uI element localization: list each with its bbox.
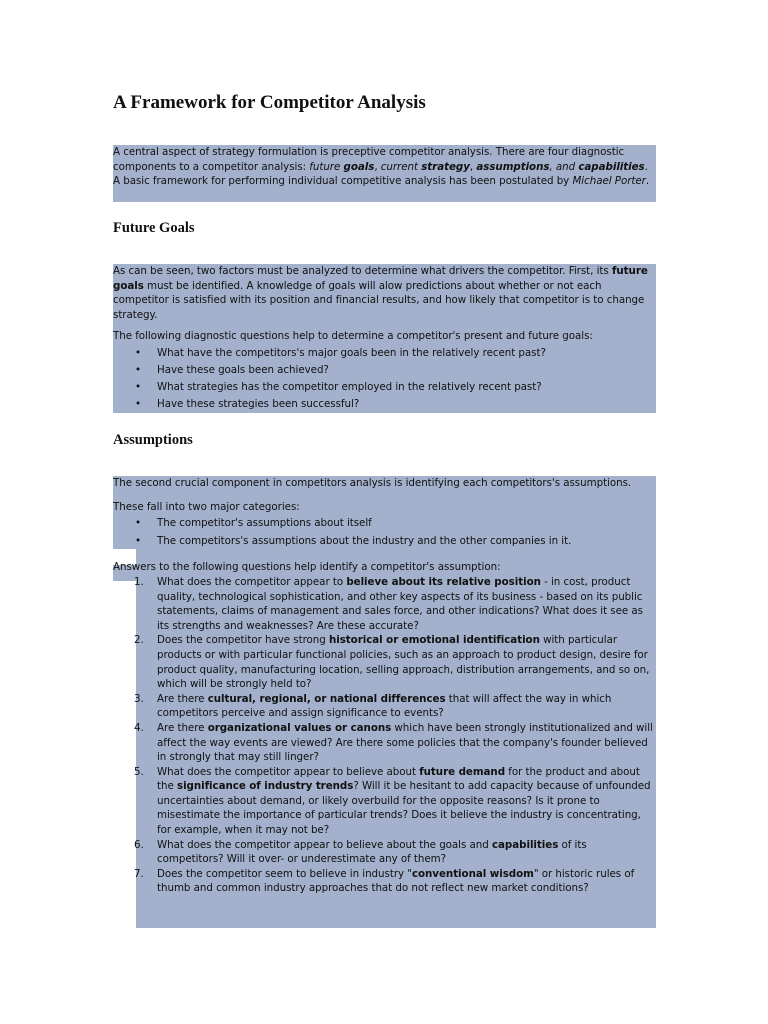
list-item: • Have these goals been achieved? [113,363,656,378]
answers-intro: Answers to the following questions help identify a competitor's assumption: [113,561,501,574]
future-goals-paragraph: As can be seen, two factors must be analyzed to determine what drivers the competitor. First, its future goals must be identified. A knowledge of goals will alow predictions about whether or not each competitor is satisfied with its position and financial results, and how likely that competitor is to change strategy. [113,265,648,321]
assumptions-bullet-list [113,516,656,548]
assumptions-heading: Assumptions [113,432,193,448]
future-goals-bullet-list [113,346,656,412]
list-item: • What have the competitors's major goals been in the relatively recent past? [113,346,656,361]
list-item: • What strategies has the competitor employed in the relatively recent past? [113,380,656,395]
future-goals-heading: Future Goals [113,220,195,236]
future-goals-question-intro: The following diagnostic questions help to determine a competitor's present and future goals: [113,330,593,343]
list-item: 7. Does the competitor seem to believe in industry "conventional wisdom" or historic rules of thumb and common industry approaches that do not reflect new market conditions? [134,867,635,895]
intro-text: A central aspect of strategy formulation is preceptive competitor analysis. There are four diagnostic components to a competitor analysis: future goals, current strategy, assumptions, and capabilities. A basic framework for performing individual competitive analysis has been postulated by Michael Porter. [113,146,650,188]
assumptions-intro: The second crucial component in competitors analysis is identifying each competitors's assumptions. [113,477,632,489]
list-item: 3. Are there cultural, regional, or national differences that will affect the way in which competitors perceive and assign significance to events? [134,692,612,720]
list-item: • The competitor's assumptions about itself [113,516,656,531]
page-title: A Framework for Competitor Analysis [113,92,426,113]
list-item: • The competitors's assumptions about the industry and the other companies in it. [113,534,656,549]
assumptions-section [113,476,656,896]
list-item: • Have these strategies been successful? [113,397,656,412]
list-item: 2. Does the competitor have strong historical or emotional identification with particular products or with particular functional policies, such as an approach to product design, desire for product quality, manufacturing location, selling approach, distribution arrangements, and so on, which will be strongly held to? [134,634,650,691]
intro-paragraph [113,145,656,202]
list-item: 5. What does the competitor appear to believe about future demand for the product and about the significance of industry trends? Will it be hesitant to add capacity because of unfounded uncertainties about demand, or likely overbuild for the opposite reasons? Is it prone to misestimate the importance of particular trends? Does it believe the industry is concentrating, for example, when it may not be? [134,765,651,837]
assumption-questions-list [113,575,656,896]
list-item: 4. Are there organizational values or canons which have been strongly institutionalized and will affect the way events are viewed? Are there some policies that the company's founder believed in strongly that may still linger? [134,721,653,764]
assumptions-categories-intro: These fall into two major categories: [113,500,300,513]
future-goals-section [113,264,656,413]
list-item: 1. What does the competitor appear to believe about its relative position - in cost, product quality, technological sophistication, and other key aspects of its business - based on its public statements, claims of management and sales force, and other indications? What does it see as its strengths and weaknesses? Are these accurate? [134,575,643,632]
list-item: 6. What does the competitor appear to believe about the goals and capabilities of its competitors? Will it over- or underestimate any of them? [134,838,587,866]
